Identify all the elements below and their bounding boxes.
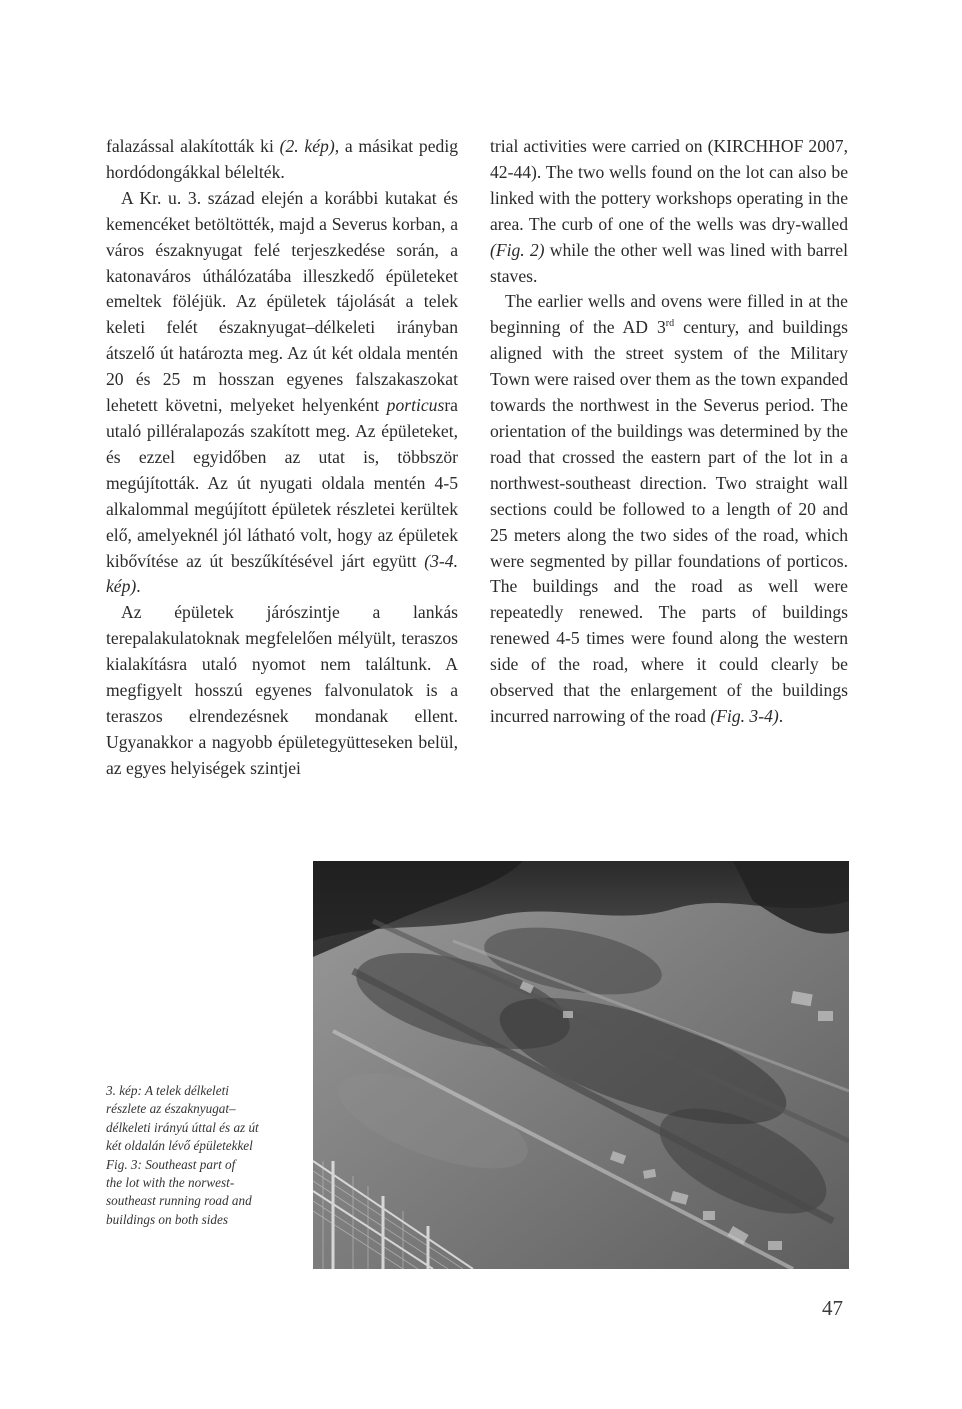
hungarian-paragraph-2: A Kr. u. 3. század elején a korábbi kutakat és kemencéket betöltötték, majd a Severus korban, a város északnyugat felé terjeszkedése során, a katonaváros úthálózatába illeszkedő épületeket emeltek föléjük. Az épületek tájolását a telek keleti felét északnyugat–délkeleti irányban átszelő út határozta meg. Az út két oldala mentén 20 és 25 m hosszan egyenes falszakaszokat lehetett követni, melyeket helyenként porticusra utaló pilléralapozás szakított meg. Az épületeket, és ezzel egyidőben az utat is, többször megújították. Az út nyugati oldala mentén 4-5 alkalommal megújított épületek részletei kerültek elő, amelyeknél jól látható volt, hogy az épületek kibővítése az út beszűkítésével járt együtt (3-4. kép). [106, 187, 458, 597]
caption-line: részlete az északnyugat– [106, 1101, 236, 1117]
caption-line: Fig. 3: Southeast part of [106, 1156, 236, 1172]
caption-line: 3. kép: A telek délkeleti [106, 1083, 229, 1098]
figure-reference: (Fig. 3-4) [710, 705, 779, 726]
caption-line: két oldalán lévő épületekkel [106, 1138, 253, 1154]
excavation-photo [313, 861, 849, 1269]
superscript: rd [665, 318, 675, 330]
caption-line: southeast running road and [106, 1193, 252, 1209]
caption-line: the lot with the norwest- [106, 1175, 235, 1191]
english-paragraph-1: trial activities were carried on (KIRCHHOF 2007, 42-44). The two wells found on the lot can also be linked with the pottery workshops operating in the area. The curb of one of the wells was dry-walled (Fig. 2) while the other well was lined with barrel staves. [490, 136, 848, 286]
figure-reference: (Fig. 2) [490, 239, 545, 260]
hungarian-paragraph-1: falazással alakították ki (2. kép), a másikat pedig hordódongákkal bélelték. [106, 136, 459, 182]
page-number: 47 [822, 1296, 843, 1320]
english-paragraph-2: The earlier wells and ovens were filled in at the beginning of the AD 3rd century, and buildings aligned with the street system of the Military Town were raised over them as the town expanded towards the northwest in the Severus period. The orientation of the buildings was determined by the road that crossed the eastern part of the lot in a northwest-southeast direction. Two straight wall sections could be followed to a length of 20 and 25 meters along the two sides of the road, which were segmented by pillar foundations of porticos. The buildings and the road as well were repeatedly renewed. The parts of buildings renewed 4-5 times were found along the western side of the road, where it could clearly be observed that the enlargement of the buildings incurred narrowing of the road (Fig. 3-4). [490, 291, 848, 726]
figure-reference: (2. kép) [279, 136, 335, 156]
hungarian-paragraph-3: Az épületek járószintje a lankás terepalakulatoknak megfelelően mélyült, teraszos kialakításra utaló nyomot nem találtunk. A megfigyelt hosszú egyenes falvonulatok is a teraszos elrendezésnek mondanak ellent. Ugyanakkor a nagyobb épületegyütteseken belül, az egyes helyiségek szintjei [106, 602, 458, 778]
porticus-term: porticus [386, 395, 445, 416]
figure-reference: (3-4. kép) [106, 550, 458, 597]
figure-caption [106, 1082, 306, 1229]
caption-line: buildings on both sides [106, 1211, 228, 1227]
hungarian-text-column [106, 134, 458, 782]
caption-line: délkeleti irányú úttal és az út [106, 1119, 259, 1135]
english-text-column [490, 134, 848, 730]
